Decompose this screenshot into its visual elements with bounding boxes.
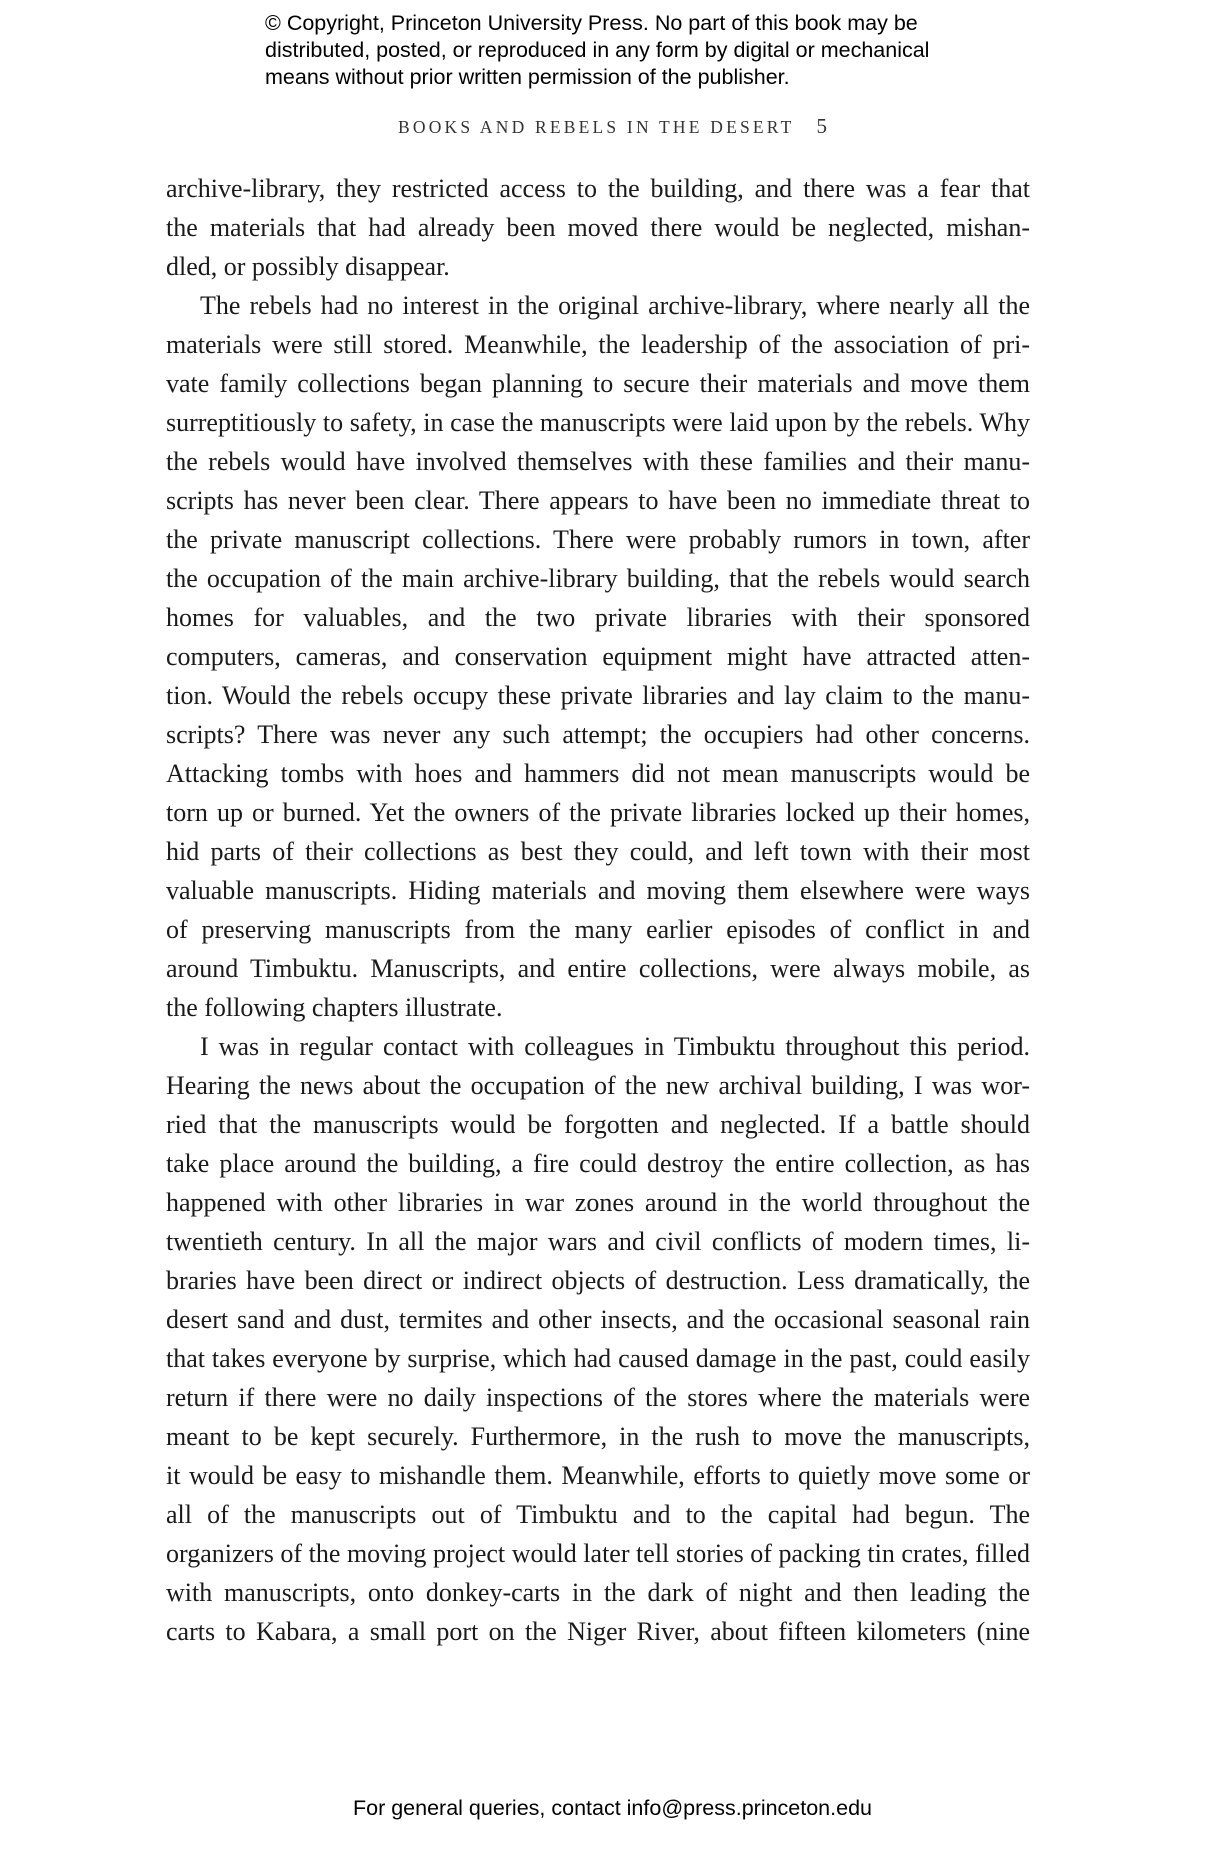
text-line: hid parts of their collections as best they could, and left town with their most — [166, 837, 1030, 866]
text-line: around Timbuktu. Manuscripts, and entire collections, were always mobile, as — [166, 954, 1030, 983]
text-line: valuable manuscripts. Hiding materials and moving them elsewhere were ways — [166, 876, 1030, 905]
text-line: return if there were no daily inspections of the stores where the materials were — [166, 1383, 1030, 1412]
page-number: 5 — [816, 114, 828, 138]
text-line: all of the manuscripts out of Timbuktu and to the capital had begun. The — [166, 1500, 1030, 1529]
text-line: the rebels would have involved themselves with these families and their manu- — [166, 447, 1030, 476]
text-line: materials were still stored. Meanwhile, the leadership of the association of pri- — [166, 330, 1030, 359]
text-line: carts to Kabara, a small port on the Niger River, about fifteen kilometers (nine — [166, 1617, 1030, 1646]
body-text — [166, 169, 1030, 1651]
text-line: archive-library, they restricted access to the building, and there was a fear that — [166, 174, 1030, 203]
footer-contact: For general queries, contact info@press.princeton.edu — [352, 1796, 872, 1820]
text-line: scripts? There was never any such attempt; the occupiers had other concerns. — [166, 720, 1030, 749]
copyright-line: © Copyright, Princeton University Press. No part of this book may be — [265, 11, 918, 35]
text-line: with manuscripts, onto donkey-carts in the dark of night and then leading the — [166, 1578, 1030, 1607]
text-line: surreptitiously to safety, in case the manuscripts were laid upon by the rebels. Why — [166, 408, 1030, 437]
text-line: meant to be kept securely. Furthermore, in the rush to move the manuscripts, — [166, 1422, 1030, 1451]
text-line: I was in regular contact with colleagues in Timbuktu throughout this period. — [200, 1032, 1030, 1061]
copyright-line: distributed, posted, or reproduced in any form by digital or mechanical — [265, 38, 930, 62]
text-line: the occupation of the main archive-library building, that the rebels would search — [166, 564, 1030, 593]
text-line: organizers of the moving project would later tell stories of packing tin crates, filled — [166, 1539, 1030, 1568]
text-line: Attacking tombs with hoes and hammers did not mean manuscripts would be — [166, 759, 1030, 788]
text-line: The rebels had no interest in the original archive-library, where nearly all the — [200, 291, 1030, 320]
text-line: desert sand and dust, termites and other insects, and the occasional seasonal rain — [166, 1305, 1030, 1334]
text-line: torn up or burned. Yet the owners of the private libraries locked up their homes, — [166, 798, 1030, 827]
text-line: take place around the building, a fire could destroy the entire collection, as has — [166, 1149, 1030, 1178]
running-head-title: BOOKS AND REBELS IN THE DESERT — [397, 117, 795, 137]
text-line: twentieth century. In all the major wars and civil conflicts of modern times, li- — [166, 1227, 1030, 1256]
text-line: happened with other libraries in war zones around in the world throughout the — [166, 1188, 1030, 1217]
text-line: scripts has never been clear. There appears to have been no immediate threat to — [166, 486, 1030, 515]
running-head — [0, 114, 1225, 139]
text-line: of preserving manuscripts from the many earlier episodes of conflict in and — [166, 915, 1030, 944]
text-line: ried that the manuscripts would be forgotten and neglected. If a battle should — [166, 1110, 1030, 1139]
text-line: the materials that had already been moved there would be neglected, mishan- — [166, 213, 1030, 242]
text-line: homes for valuables, and the two private libraries with their sponsored — [166, 603, 1030, 632]
text-line: Hearing the news about the occupation of the new archival building, I was wor- — [166, 1071, 1030, 1100]
text-line: vate family collections began planning to secure their materials and move them — [166, 369, 1030, 398]
text-line: that takes everyone by surprise, which had caused damage in the past, could easily — [166, 1344, 1030, 1373]
copyright-notice — [265, 10, 1025, 91]
text-line: the private manuscript collections. There were probably rumors in town, after — [166, 525, 1030, 554]
text-line: it would be easy to mishandle them. Meanwhile, efforts to quietly move some or — [166, 1461, 1030, 1490]
text-line: computers, cameras, and conservation equipment might have attracted atten- — [166, 642, 1030, 671]
copyright-line: means without prior written permission of the publisher. — [265, 65, 790, 89]
text-line: dled, or possibly disappear. — [166, 252, 450, 281]
text-line: braries have been direct or indirect objects of destruction. Less dramatically, the — [166, 1266, 1030, 1295]
text-line: the following chapters illustrate. — [166, 993, 503, 1022]
text-line: tion. Would the rebels occupy these private libraries and lay claim to the manu- — [166, 681, 1030, 710]
